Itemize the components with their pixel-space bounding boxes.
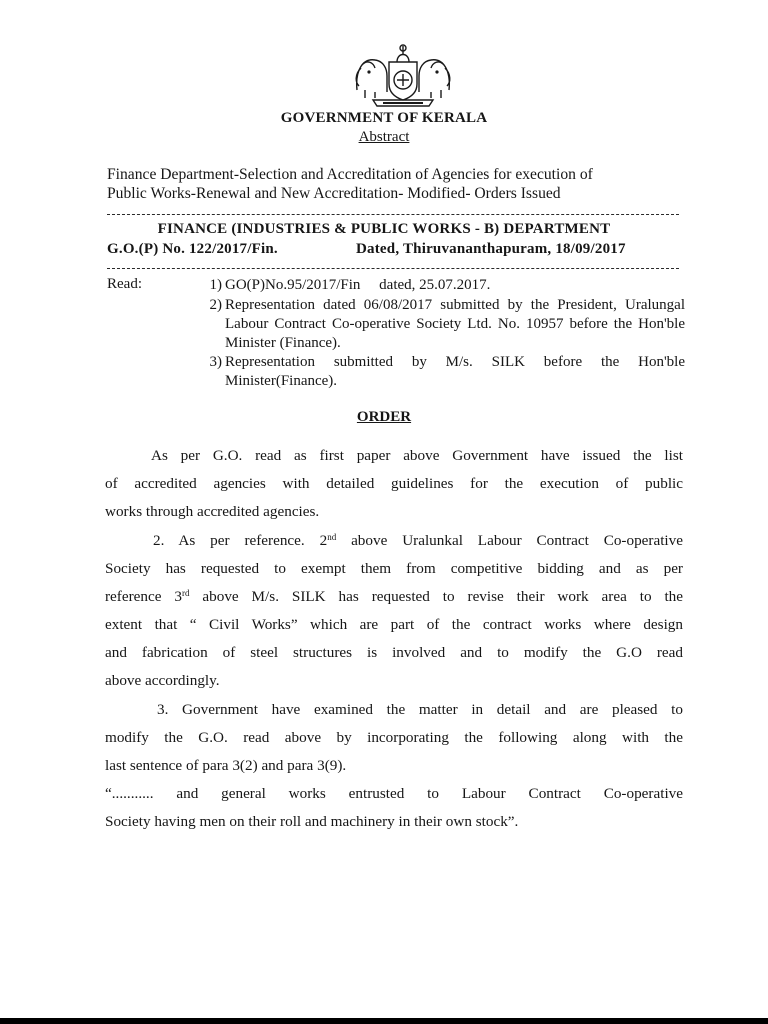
subject-line: Finance Department-Selection and Accreditation of Agencies for execution of [107,166,593,183]
divider [107,268,679,269]
go-number: G.O.(P) No. 122/2017/Fin. [107,241,278,257]
paragraph-line: last sentence of para 3(2) and para 3(9). [105,757,347,774]
scan-bottom-edge [0,1018,768,1024]
paragraph-line [105,583,683,611]
paragraph-line: of accredited agencies with detailed guidelines for the execution of public [105,475,683,492]
reference-text: Representation submitted by M/s. SILK before the Hon'ble Minister(Finance). [225,354,685,389]
order-heading [0,409,768,426]
subject-line: Public Works-Renewal and New Accreditation- Modified- Orders Issued [107,185,561,202]
go-date: Dated, Thiruvananthapuram, 18/09/2017 [356,241,626,257]
paragraph-line [105,527,683,555]
order-paragraph-3 [105,696,683,836]
paragraph-line: extent that “ Civil Works” which are part of the contract works where design [105,616,683,633]
government-title: GOVERNMENT OF KERALA [280,110,488,126]
department-title: FINANCE (INDUSTRIES & PUBLIC WORKS - B) DEPARTMENT [157,221,611,237]
subject [107,165,697,203]
order-paragraph-1 [105,442,683,526]
paragraph-line: Society has requested to exempt them from competitive bidding and as per [105,560,683,577]
order-paragraph-2 [105,527,683,695]
reference-item [200,276,685,295]
reference-number: 3) [209,354,222,370]
paragraph-line: and fabrication of steel structures is involved and to modify the G.O read [105,644,683,661]
paragraph-line: “........... and general works entrusted to Labour Contract Co-operative [105,785,683,802]
divider [107,214,679,215]
paragraph-text: reference 3 [105,588,182,605]
paragraph-line: Society having men on their roll and machinery in their own stock”. [105,813,519,830]
reference-item [200,353,685,391]
reference-number: 1) [209,277,222,293]
abstract-label: Abstract [358,129,410,145]
superscript: rd [181,588,190,598]
paragraph-line: 3. Government have examined the matter in detail and are pleased to [157,701,683,718]
paragraph-text: 2. As per reference. 2 [153,532,328,549]
order-title: ORDER [356,409,412,425]
paragraph-text: above M/s. SILK has requested to revise their work area to the [189,588,683,605]
go-number-line [107,241,687,258]
reference-text: Representation dated 06/08/2017 submitted by the President, Uralungal Labour Contract Co-operative Society Ltd. No. 10957 before the Hon'ble Minister (Finance). [225,297,685,351]
reference-text: GO(P)No.95/2017/Fin dated, 25.07.2017. [225,277,491,293]
read-label: Read: [107,276,142,292]
reference-item [200,296,685,353]
paragraph-text: above Uralunkal Labour Contract Co-operative [336,532,683,549]
abstract-heading [0,129,768,146]
reference-number: 2) [209,297,222,313]
paragraph-line: As per G.O. read as first paper above Government have issued the list [151,447,683,464]
superscript: nd [327,532,337,542]
paragraph-line: above accordingly. [105,672,220,689]
paragraph-line: modify the G.O. read above by incorporating the following along with the [105,729,683,746]
kerala-state-emblem-icon [353,40,453,108]
paragraph-line: works through accredited agencies. [105,503,320,520]
